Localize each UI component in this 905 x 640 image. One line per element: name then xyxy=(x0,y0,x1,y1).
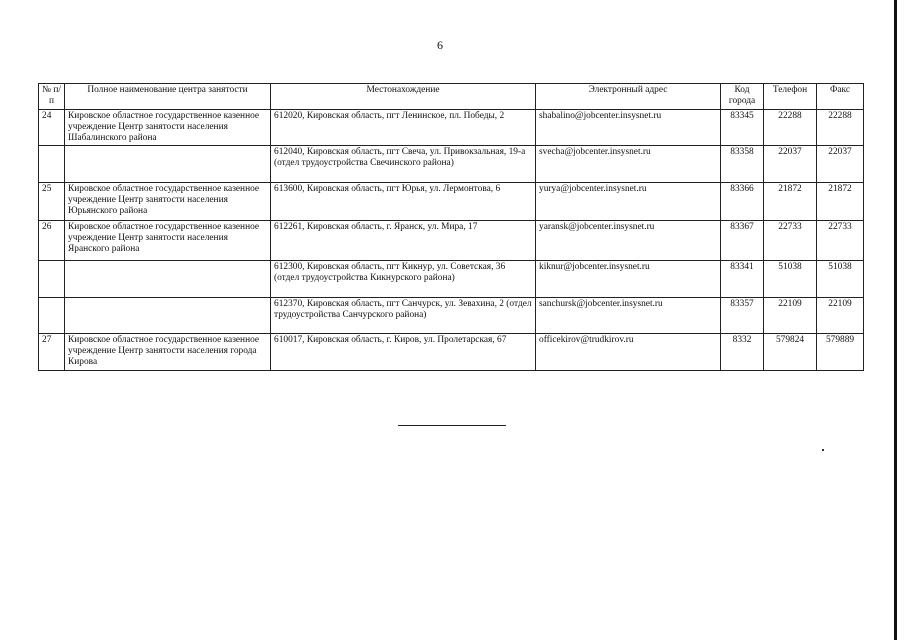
cell-email: officekirov@trudkirov.ru xyxy=(536,334,721,371)
cell-location: 612020, Кировская область, пгт Ленинское, пл. Победы, 2 xyxy=(271,110,536,146)
cell-num: 27 xyxy=(39,334,65,371)
cell-fax: 21872 xyxy=(817,183,864,221)
cell-num xyxy=(39,298,65,334)
cell-phone: 51038 xyxy=(764,261,817,298)
header-fax: Факс xyxy=(817,84,864,110)
scan-edge-line xyxy=(894,0,897,640)
cell-email: yurya@jobcenter.insysnet.ru xyxy=(536,183,721,221)
page-number: 6 xyxy=(437,38,443,52)
cell-email: kiknur@jobcenter.insysnet.ru xyxy=(536,261,721,298)
table-row xyxy=(39,183,864,221)
cell-fax: 22288 xyxy=(817,110,864,146)
cell-code: 8332 xyxy=(721,334,764,371)
cell-location: 612040, Кировская область, пгт Свеча, ул. Привокзальная, 19-а (отдел трудоустройства Свечинского района) xyxy=(271,146,536,183)
cell-phone: 579824 xyxy=(764,334,817,371)
cell-num: 24 xyxy=(39,110,65,146)
cell-phone: 21872 xyxy=(764,183,817,221)
cell-location: 612261, Кировская область, г. Яранск, ул. Мира, 17 xyxy=(271,221,536,261)
cell-phone: 22109 xyxy=(764,298,817,334)
header-email: Электронный адрес xyxy=(536,84,721,110)
cell-code: 83341 xyxy=(721,261,764,298)
cell-name: Кировское областное государственное казенное учреждение Центр занятости населения Юрьянского района xyxy=(65,183,271,221)
table-row xyxy=(39,298,864,334)
cell-location: 612300, Кировская область, пгт Кикнур, ул. Советская, 36 (отдел трудоустройства Кикнурского района) xyxy=(271,261,536,298)
cell-name xyxy=(65,298,271,334)
employment-centers-table xyxy=(38,83,864,371)
cell-fax: 22109 xyxy=(817,298,864,334)
cell-phone: 22288 xyxy=(764,110,817,146)
cell-email: shabalino@jobcenter.insysnet.ru xyxy=(536,110,721,146)
cell-location: 610017, Кировская область, г. Киров, ул. Пролетарская, 67 xyxy=(271,334,536,371)
table-row xyxy=(39,110,864,146)
table-row xyxy=(39,146,864,183)
table-row xyxy=(39,221,864,261)
cell-code: 83358 xyxy=(721,146,764,183)
cell-name xyxy=(65,261,271,298)
header-num: № п/п xyxy=(39,84,65,110)
cell-fax: 51038 xyxy=(817,261,864,298)
cell-name: Кировское областное государственное казенное учреждение Центр занятости населения Шабалинского района xyxy=(65,110,271,146)
cell-name: Кировское областное государственное казенное учреждение Центр занятости населения города Кирова xyxy=(65,334,271,371)
cell-name xyxy=(65,146,271,183)
cell-fax: 579889 xyxy=(817,334,864,371)
cell-email: sanchursk@jobcenter.insysnet.ru xyxy=(536,298,721,334)
cell-num: 25 xyxy=(39,183,65,221)
table-header-row xyxy=(39,84,864,110)
cell-code: 83357 xyxy=(721,298,764,334)
cell-code: 83367 xyxy=(721,221,764,261)
scan-speck xyxy=(822,449,824,451)
cell-email: yaransk@jobcenter.insysnet.ru xyxy=(536,221,721,261)
table-row xyxy=(39,334,864,371)
cell-location: 612370, Кировская область, пгт Санчурск, ул. Зевахина, 2 (отдел трудоустройства Санчурского района) xyxy=(271,298,536,334)
cell-location: 613600, Кировская область, пгт Юрья, ул. Лермонтова, 6 xyxy=(271,183,536,221)
table-row xyxy=(39,261,864,298)
cell-phone: 22733 xyxy=(764,221,817,261)
cell-fax: 22733 xyxy=(817,221,864,261)
cell-code: 83366 xyxy=(721,183,764,221)
header-phone: Телефон xyxy=(764,84,817,110)
cell-name: Кировское областное государственное казенное учреждение Центр занятости населения Яранского района xyxy=(65,221,271,261)
cell-num xyxy=(39,261,65,298)
header-location: Местонахождение xyxy=(271,84,536,110)
cell-code: 83345 xyxy=(721,110,764,146)
header-name: Полное наименование центра занятости xyxy=(65,84,271,110)
footer-divider xyxy=(398,425,506,426)
cell-fax: 22037 xyxy=(817,146,864,183)
cell-phone: 22037 xyxy=(764,146,817,183)
cell-num: 26 xyxy=(39,221,65,261)
cell-num xyxy=(39,146,65,183)
cell-email: svecha@jobcenter.insysnet.ru xyxy=(536,146,721,183)
header-code: Код города xyxy=(721,84,764,110)
